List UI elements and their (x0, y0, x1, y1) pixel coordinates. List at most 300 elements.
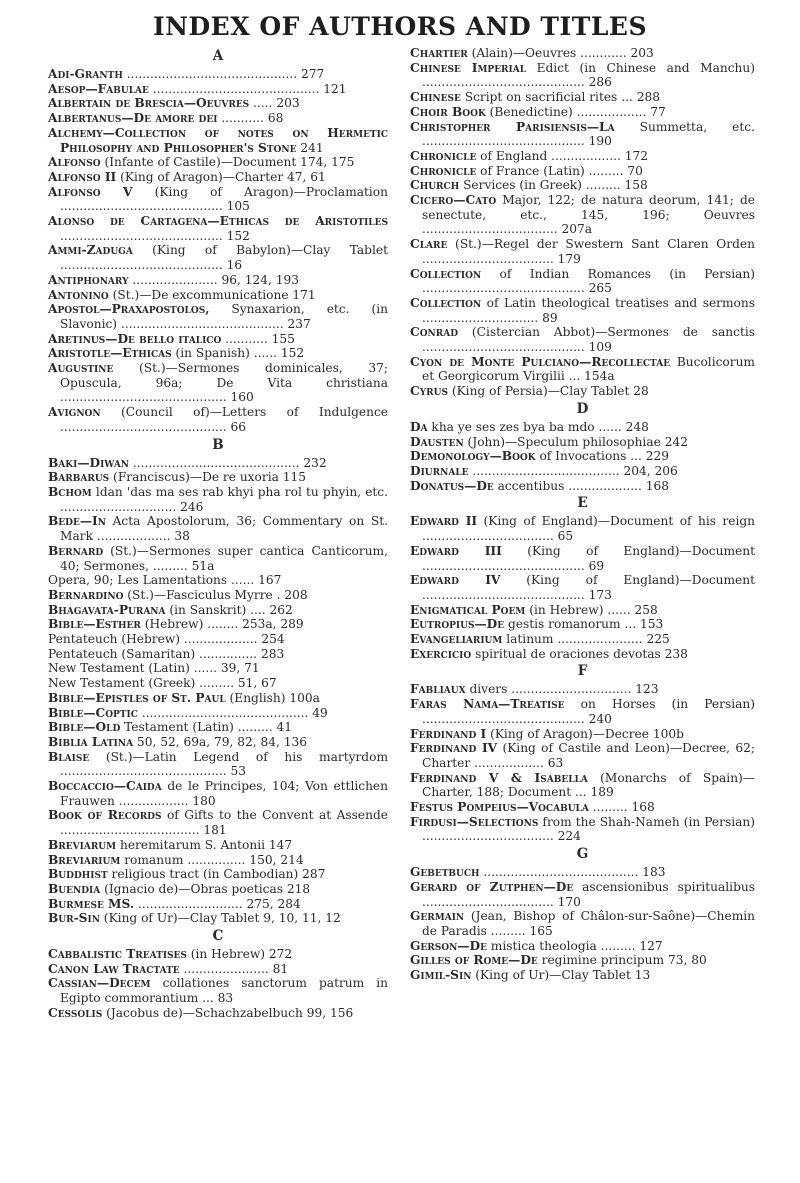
entry-heading: Alfonso (48, 155, 101, 170)
section-letter: G (576, 846, 589, 863)
entry-pages: 262 (269, 602, 293, 617)
entry-text: New Testament (Latin) ...... (48, 661, 218, 676)
entry-heading: Bible—Coptic (48, 705, 138, 720)
entry-pages: 179 (557, 251, 581, 266)
entry-text: (Monarchs of Spain)—Charter, 188; Document ... (422, 770, 755, 800)
entry-text: 50, 52, 69a, 79, 82, 84, (133, 734, 280, 749)
entry-pages: 203 (630, 46, 654, 60)
index-entry (410, 420, 755, 435)
entry-text: (in Hebrew) (186, 947, 266, 962)
entry-pages: 218 (286, 881, 311, 896)
section-letter: B (212, 436, 224, 453)
index-entry (48, 911, 388, 926)
entry-heading: Gebetbuch (410, 865, 480, 880)
index-entry (410, 953, 755, 968)
index-entry (48, 838, 388, 853)
entry-heading: Alfonso II (48, 169, 117, 184)
index-entry (410, 771, 755, 800)
entry-pages: 165 (529, 923, 553, 938)
entry-heading: Aesop—Fabulae (48, 81, 149, 96)
entry-heading: Albertanus—De amore dei (48, 111, 218, 126)
entry-pages: 189 (590, 785, 614, 800)
entry-pages: 168 (631, 800, 655, 815)
index-entry (48, 750, 388, 779)
entry-text: (King of Ur)—Clay Tablet (471, 968, 631, 983)
entry-text: on Horses (in Persian) .......................................... (422, 697, 755, 726)
entry-heading: Burmese MS. (48, 896, 135, 911)
entry-heading: Bernard (48, 543, 104, 558)
entry-heading: Ferdinand V & Isabella (410, 770, 588, 785)
entry-text: (King of Aragon)—Decree (486, 726, 649, 741)
entry-heading: Fabliaux (410, 682, 466, 697)
entry-pages: 173 (588, 587, 612, 602)
index-entry (48, 111, 388, 126)
index-entry (48, 514, 388, 543)
index-entry (410, 968, 755, 983)
entry-pages: 172 (624, 148, 649, 163)
entry-text: (King of Ur)—Clay Tablet (99, 911, 260, 926)
left-column (48, 46, 388, 1021)
entry-text: ........... (217, 111, 264, 126)
index-entry (410, 267, 755, 296)
index-entry (48, 332, 388, 347)
section-letter: A (212, 48, 224, 64)
entry-text: Pentateuch (Samaritan) ............... (48, 646, 258, 661)
entry-pages: 190 (588, 134, 612, 149)
index-entry (410, 178, 755, 193)
entry-pages: 39, 71 (220, 661, 260, 676)
entry-text: heremitarum S. Antonii (116, 837, 266, 852)
entry-heading: Donatus—De (410, 478, 494, 493)
entry-heading: Biblia Latina (48, 734, 134, 749)
entry-heading: Edward II (410, 514, 478, 529)
index-entry (410, 573, 755, 602)
section-letter: F (577, 663, 588, 680)
entry-pages: 100a (289, 690, 320, 705)
entry-text: Synaxarion, etc. (in Slavonic) .......................................... (60, 302, 388, 331)
entry-text: (King of Persia)—Clay Tablet (447, 384, 630, 399)
index-entry (410, 544, 755, 573)
index-entry (410, 193, 755, 237)
entry-heading: Bible—Epistles of St. Paul (48, 690, 226, 705)
entry-pages: 69 (588, 558, 605, 573)
index-entry (48, 647, 388, 662)
entry-heading: Chinese (410, 90, 461, 105)
entry-heading: Chronicle (410, 163, 477, 178)
index-entry (410, 164, 755, 179)
entry-heading: Cyon de Monte Pulciano—Recollectae (410, 354, 671, 369)
entry-heading: Choir Book (410, 104, 486, 119)
entry-pages: 150, 214 (249, 852, 304, 867)
index-entry (410, 647, 755, 662)
entry-heading: Dausten (410, 434, 464, 449)
section-letter: D (576, 400, 589, 417)
entry-pages: 287 (302, 867, 326, 882)
entry-pages: 283 (260, 646, 285, 661)
entry-pages: 53 (230, 764, 246, 779)
entry-text: (Cistercian Abbot)—Sermones de sanctis .......................................... (422, 325, 755, 355)
entry-pages: 41 (276, 720, 292, 735)
index-entry (410, 909, 755, 938)
entry-heading: Aretinus—De bello italico (48, 331, 222, 346)
index-entry (410, 105, 755, 120)
entry-text: (John)—Speculum philosophiae (463, 434, 661, 449)
entry-text: religious tract (in Cambodian) (107, 867, 299, 882)
index-entry (48, 485, 388, 514)
entry-text: (in Hebrew) ...... (525, 602, 631, 617)
entry-pages: 28 (633, 384, 649, 399)
entry-pages: 253a, 289 (242, 617, 304, 632)
entry-pages: 51, 67 (237, 676, 277, 691)
entry-text: (in Spanish) ...... (171, 346, 278, 361)
entry-text: (Hebrew) ........ (140, 617, 239, 632)
entry-text: (English) (225, 690, 286, 705)
entry-text: ........................................... (129, 455, 300, 470)
entry-text: of Gifts to the Convent at Assende .................................... (60, 808, 388, 838)
index-entry (48, 405, 388, 434)
entry-text: romanum ............... (120, 852, 246, 867)
entry-heading: Diurnale (410, 463, 469, 478)
entry-pages: 265 (588, 281, 612, 296)
index-entry (410, 800, 755, 815)
entry-heading: Breviarum (48, 837, 117, 852)
entry-text: (Council of)—Letters of Indulgence ........................................... (60, 405, 388, 434)
entry-heading: Augustine (48, 361, 114, 376)
entry-heading: Ammi-Zaduga (48, 243, 133, 258)
right-column (410, 46, 755, 983)
entry-heading: Ferdinand I (410, 726, 487, 741)
entry-text: ........................................ (479, 865, 639, 880)
entry-text: ........................................... (137, 705, 309, 720)
entry-pages: 68 (267, 111, 284, 126)
entry-text: (Jacobus de)—Schachzabelbuch (102, 1005, 303, 1020)
entry-pages: 288 (636, 90, 660, 105)
entry-pages: 89 (542, 310, 558, 325)
entry-pages: 240 (588, 711, 612, 726)
entry-pages: 286 (588, 75, 612, 90)
entry-pages: 100b (652, 726, 684, 741)
entry-heading: Gilles of Rome—De (410, 953, 538, 968)
entry-pages: 81 (272, 961, 289, 976)
entry-heading: Canon Law Tractate (48, 961, 180, 976)
entry-heading: Apostol—Praxapostolos, (48, 302, 210, 317)
entry-heading: Ferdinand IV (410, 741, 498, 756)
index-entry (48, 661, 388, 676)
entry-pages: 70 (627, 163, 643, 178)
entry-heading: Bernardino (48, 587, 124, 602)
index-entry (48, 853, 388, 868)
entry-pages: 180 (192, 793, 216, 808)
entry-pages: 154a (584, 369, 615, 384)
entry-heading: Faras Nama—Treatise (410, 697, 565, 712)
entry-text: gestis romanorum ... (504, 617, 637, 632)
index-entry (410, 727, 755, 742)
entry-pages: 105 (226, 199, 250, 214)
index-entry (48, 214, 388, 243)
entry-heading: Enigmatical Poem (410, 602, 526, 617)
entry-heading: Conrad (410, 325, 459, 340)
entry-heading: Gimil-Sin (410, 968, 472, 983)
index-entry (410, 296, 755, 325)
entry-heading: Aristotle—Ethicas (48, 346, 172, 361)
entry-text: Edict (in Chinese and Manchu) .......................................... (422, 60, 755, 90)
entry-heading: Bchom (48, 484, 92, 499)
entry-text: .......................................... (60, 228, 223, 243)
entry-heading: Breviarium (48, 852, 121, 867)
entry-pages: 246 (180, 499, 204, 514)
index-entry (410, 603, 755, 618)
entry-pages: 208 (284, 587, 308, 602)
entry-text: spiritual de oraciones devotas (471, 646, 661, 661)
entry-heading: Edward IV (410, 573, 501, 588)
entry-pages: 275, 284 (246, 896, 301, 911)
entry-pages: 47, 61 (287, 169, 326, 184)
entry-text: accentibus ................... (493, 478, 642, 493)
entry-pages: 183 (642, 865, 666, 880)
entry-pages: 155 (271, 331, 295, 346)
entry-text: (Alain)—Oeuvres ............ (467, 46, 627, 60)
entry-text: regimine principum (537, 953, 665, 968)
entry-text: of Indian Romances (in Persian) .......................................... (422, 266, 755, 296)
index-entry (410, 46, 755, 61)
entry-text: ..... (249, 96, 273, 111)
entry-pages: 254 (261, 632, 285, 647)
entry-heading: Da (410, 419, 428, 434)
index-entry (48, 456, 388, 471)
entry-text: ........................... (134, 896, 243, 911)
index-entry (48, 361, 388, 405)
entry-heading: Antiphonary (48, 272, 129, 287)
index-entry (48, 947, 388, 962)
index-entry (48, 603, 388, 618)
entry-pages: 207a (561, 222, 592, 237)
entry-text: ........................................... (148, 81, 320, 96)
entry-heading: Alonso de Cartagena—Ethicas de Aristotiles (48, 214, 388, 229)
entry-pages: 181 (203, 823, 227, 838)
entry-text: (Benedictine) .................. (485, 104, 647, 119)
entry-heading: Bhagavata-Purana (48, 602, 166, 617)
index-entry (48, 544, 388, 573)
entry-pages: 96, 124, 193 (221, 272, 300, 287)
index-entry (410, 697, 755, 726)
index-entry (48, 243, 388, 272)
entry-pages: 121 (323, 81, 347, 96)
entry-pages: 160 (230, 390, 254, 405)
entry-text: (King of Aragon)—Charter (116, 169, 284, 184)
index-entry (48, 126, 388, 155)
entry-pages: 241 (300, 140, 324, 155)
entry-text: mistica theologia ......... (486, 938, 636, 953)
entry-pages: 9, 10, 11, 12 (263, 911, 341, 926)
index-entry (48, 867, 388, 882)
entry-pages: 147 (268, 837, 293, 852)
entry-heading: Edward III (410, 543, 502, 558)
entry-text: of France (Latin) ......... (476, 163, 624, 178)
index-entry (410, 237, 755, 266)
entry-text: (St.)—Sermones dominicales, 37; Opuscula, 96a; De Vita christiana ........................................... (60, 361, 388, 405)
entry-text: Script on sacrificial rites ... (460, 90, 633, 105)
entry-pages: 127 (639, 938, 663, 953)
entry-heading: Exercicio (410, 646, 472, 661)
entry-pages: 38 (174, 529, 190, 544)
entry-text: divers ............................... (465, 682, 632, 697)
entry-text: ............................................ (122, 67, 298, 81)
entry-heading: Buendia (48, 881, 101, 896)
entry-text: of Invocations ... (535, 449, 642, 464)
index-entry (410, 355, 755, 384)
entry-pages: 99, 156 (306, 1005, 354, 1020)
entry-text: (Infante of Castile)—Document (100, 155, 297, 170)
entry-pages: 136 (283, 734, 308, 749)
entry-heading: Blaise (48, 749, 90, 764)
entry-pages: 248 (625, 419, 649, 434)
index-entry (410, 479, 755, 494)
entry-text: (King of Babylon)—Clay Tablet .......................................... (60, 243, 388, 273)
index-entry (48, 170, 388, 185)
entry-text: (in Sanskrit) .... (165, 602, 266, 617)
page-title: INDEX OF AUTHORS AND TITLES (152, 12, 648, 41)
index-entry (48, 676, 388, 691)
section-letter: C (212, 928, 224, 945)
entry-heading: Collection (410, 295, 482, 310)
entry-pages: 66 (230, 419, 246, 434)
index-entry (410, 741, 755, 770)
entry-pages: 152 (280, 346, 305, 361)
entry-heading: Collection (410, 266, 482, 281)
entry-heading: Boccaccio—Caida (48, 779, 162, 794)
index-entry (410, 435, 755, 450)
entry-text: ...................... (179, 961, 269, 976)
index-entry (410, 865, 755, 880)
entry-heading: Chartier (410, 46, 468, 60)
index-entry (48, 779, 388, 808)
index-entry (48, 588, 388, 603)
entry-pages: 225 (646, 632, 670, 647)
index-entry (48, 808, 388, 837)
index-entry (48, 617, 388, 632)
entry-text: (Jean, Bishop of Châlon-sur-Saône)—Chemin de Paradis ......... (422, 909, 755, 938)
entry-text: Services (in Greek) ......... (459, 178, 621, 193)
entry-heading: Festus Pompeius—Vocabula (410, 800, 589, 815)
entry-heading: Bede—In (48, 514, 106, 529)
entry-text: (St.)—Regel der Swestern Sant Claren Orden .................................. (422, 237, 755, 266)
entry-heading: Church (410, 178, 460, 193)
index-entry (48, 976, 388, 1005)
entry-heading: Gerson—De (410, 938, 487, 953)
entry-pages: 158 (624, 178, 648, 193)
entry-text: (St.)—Fasciculus Myrre . (123, 587, 281, 602)
entry-pages: 238 (664, 646, 688, 661)
entry-heading: Cicero—Cato (410, 193, 497, 208)
entry-text: of England .................. (476, 148, 621, 163)
entry-pages: 203 (276, 96, 300, 111)
entry-text: (Ignacio de)—Obras poeticas (100, 881, 283, 896)
entry-heading: Bible—Esther (48, 617, 141, 632)
entry-text: Testament (Latin) ......... (120, 720, 273, 735)
entry-text: of Latin theological treatises and sermons .............................. (422, 295, 755, 325)
index-entry (410, 815, 755, 844)
entry-pages: 168 (645, 478, 669, 493)
entry-pages: 224 (557, 829, 581, 844)
entry-heading: Buddhist (48, 867, 108, 882)
entry-text: New Testament (Greek) ......... (48, 676, 235, 691)
index-entry (48, 1006, 388, 1021)
index-entry (410, 880, 755, 909)
index-entry (410, 149, 755, 164)
entry-pages: 204, 206 (623, 463, 678, 478)
entry-heading: Demonology—Book (410, 449, 536, 464)
entry-text: (King of Castile and Leon)—Decree, 62; Charter .................. (422, 741, 755, 770)
entry-pages: 153 (639, 617, 664, 632)
entry-heading: Evangeliarium (410, 632, 503, 647)
entry-pages: 65 (557, 529, 574, 544)
entry-text: (St.)—Latin Legend of his martyrdom ........................................... (60, 749, 388, 779)
index-entry (410, 449, 755, 464)
entry-pages: 16 (226, 258, 243, 273)
entry-heading: Christopher Parisiensis—La (410, 119, 615, 134)
index-entry (48, 302, 388, 331)
entry-pages: 170 (557, 894, 581, 909)
entry-heading: Alfonso V (48, 184, 133, 199)
index-entry (48, 96, 388, 111)
entry-heading: Cyrus (410, 384, 448, 399)
entry-text: latinum ...................... (502, 632, 643, 647)
index-entry (410, 61, 755, 90)
entry-pages: 51a (191, 558, 215, 573)
entry-pages: 152 (226, 228, 250, 243)
entry-pages: 272 (268, 947, 293, 962)
index-entry (48, 706, 388, 721)
entry-heading: Chronicle (410, 148, 477, 163)
entry-text: ........... (221, 331, 268, 346)
entry-pages: 277 (301, 67, 325, 81)
entry-text: Pentateuch (Hebrew) ................... (48, 632, 258, 647)
entry-pages: 115 (282, 470, 307, 485)
index-entry (48, 632, 388, 647)
entry-pages: 123 (635, 682, 659, 697)
entry-text: Acta Apostolorum, 36; Commentary on St. Mark ................... (60, 514, 388, 544)
entry-heading: Bible—Old (48, 720, 121, 735)
entry-text: ...................... (128, 272, 218, 287)
entry-heading: Baki—Diwan (48, 455, 130, 470)
section-letter: E (577, 495, 588, 512)
index-entry (48, 67, 388, 82)
entry-pages: 49 (312, 705, 328, 720)
entry-text: (King of England)—Document .......................................... (422, 543, 755, 573)
index-entry (48, 470, 388, 485)
index-entry (48, 735, 388, 750)
entry-heading: Chinese Imperial (410, 60, 527, 75)
entry-text: (St.)—Sermones super cantica Canticorum, 40; Sermones, ......... (60, 543, 388, 573)
entry-heading: Avignon (48, 405, 101, 420)
entry-heading: Eutropius—De (410, 617, 505, 632)
index-entry (410, 120, 755, 149)
entry-text: (King of England)—Document of his reign .................................. (422, 514, 756, 544)
entry-text: de le Principes, 104; Von ettlichen Frauwen .................. (60, 779, 388, 808)
entry-pages: 232 (303, 455, 327, 470)
entry-pages: 83 (217, 991, 234, 1006)
entry-text: (King of Aragon)—Proclamation .......................................... (60, 184, 388, 214)
entry-heading: Bur-Sin (48, 911, 100, 926)
entry-heading: Germain (410, 909, 465, 924)
entry-text: Major, 122; de natura deorum, 141; de senectute, etc., 145, 196; Oeuvres ................................... (422, 193, 755, 237)
entry-heading: Alchemy—Collection of notes on Hermetic Philosophy and Philosopher's Stone (48, 125, 388, 155)
entry-text: kha ye ses zes bya ba mdo ...... (427, 419, 622, 434)
entry-pages: 171 (292, 287, 316, 302)
entry-heading: Cassian—Decem (48, 976, 151, 991)
entry-heading: Barbarus (48, 470, 110, 485)
entry-pages: 229 (645, 449, 670, 464)
